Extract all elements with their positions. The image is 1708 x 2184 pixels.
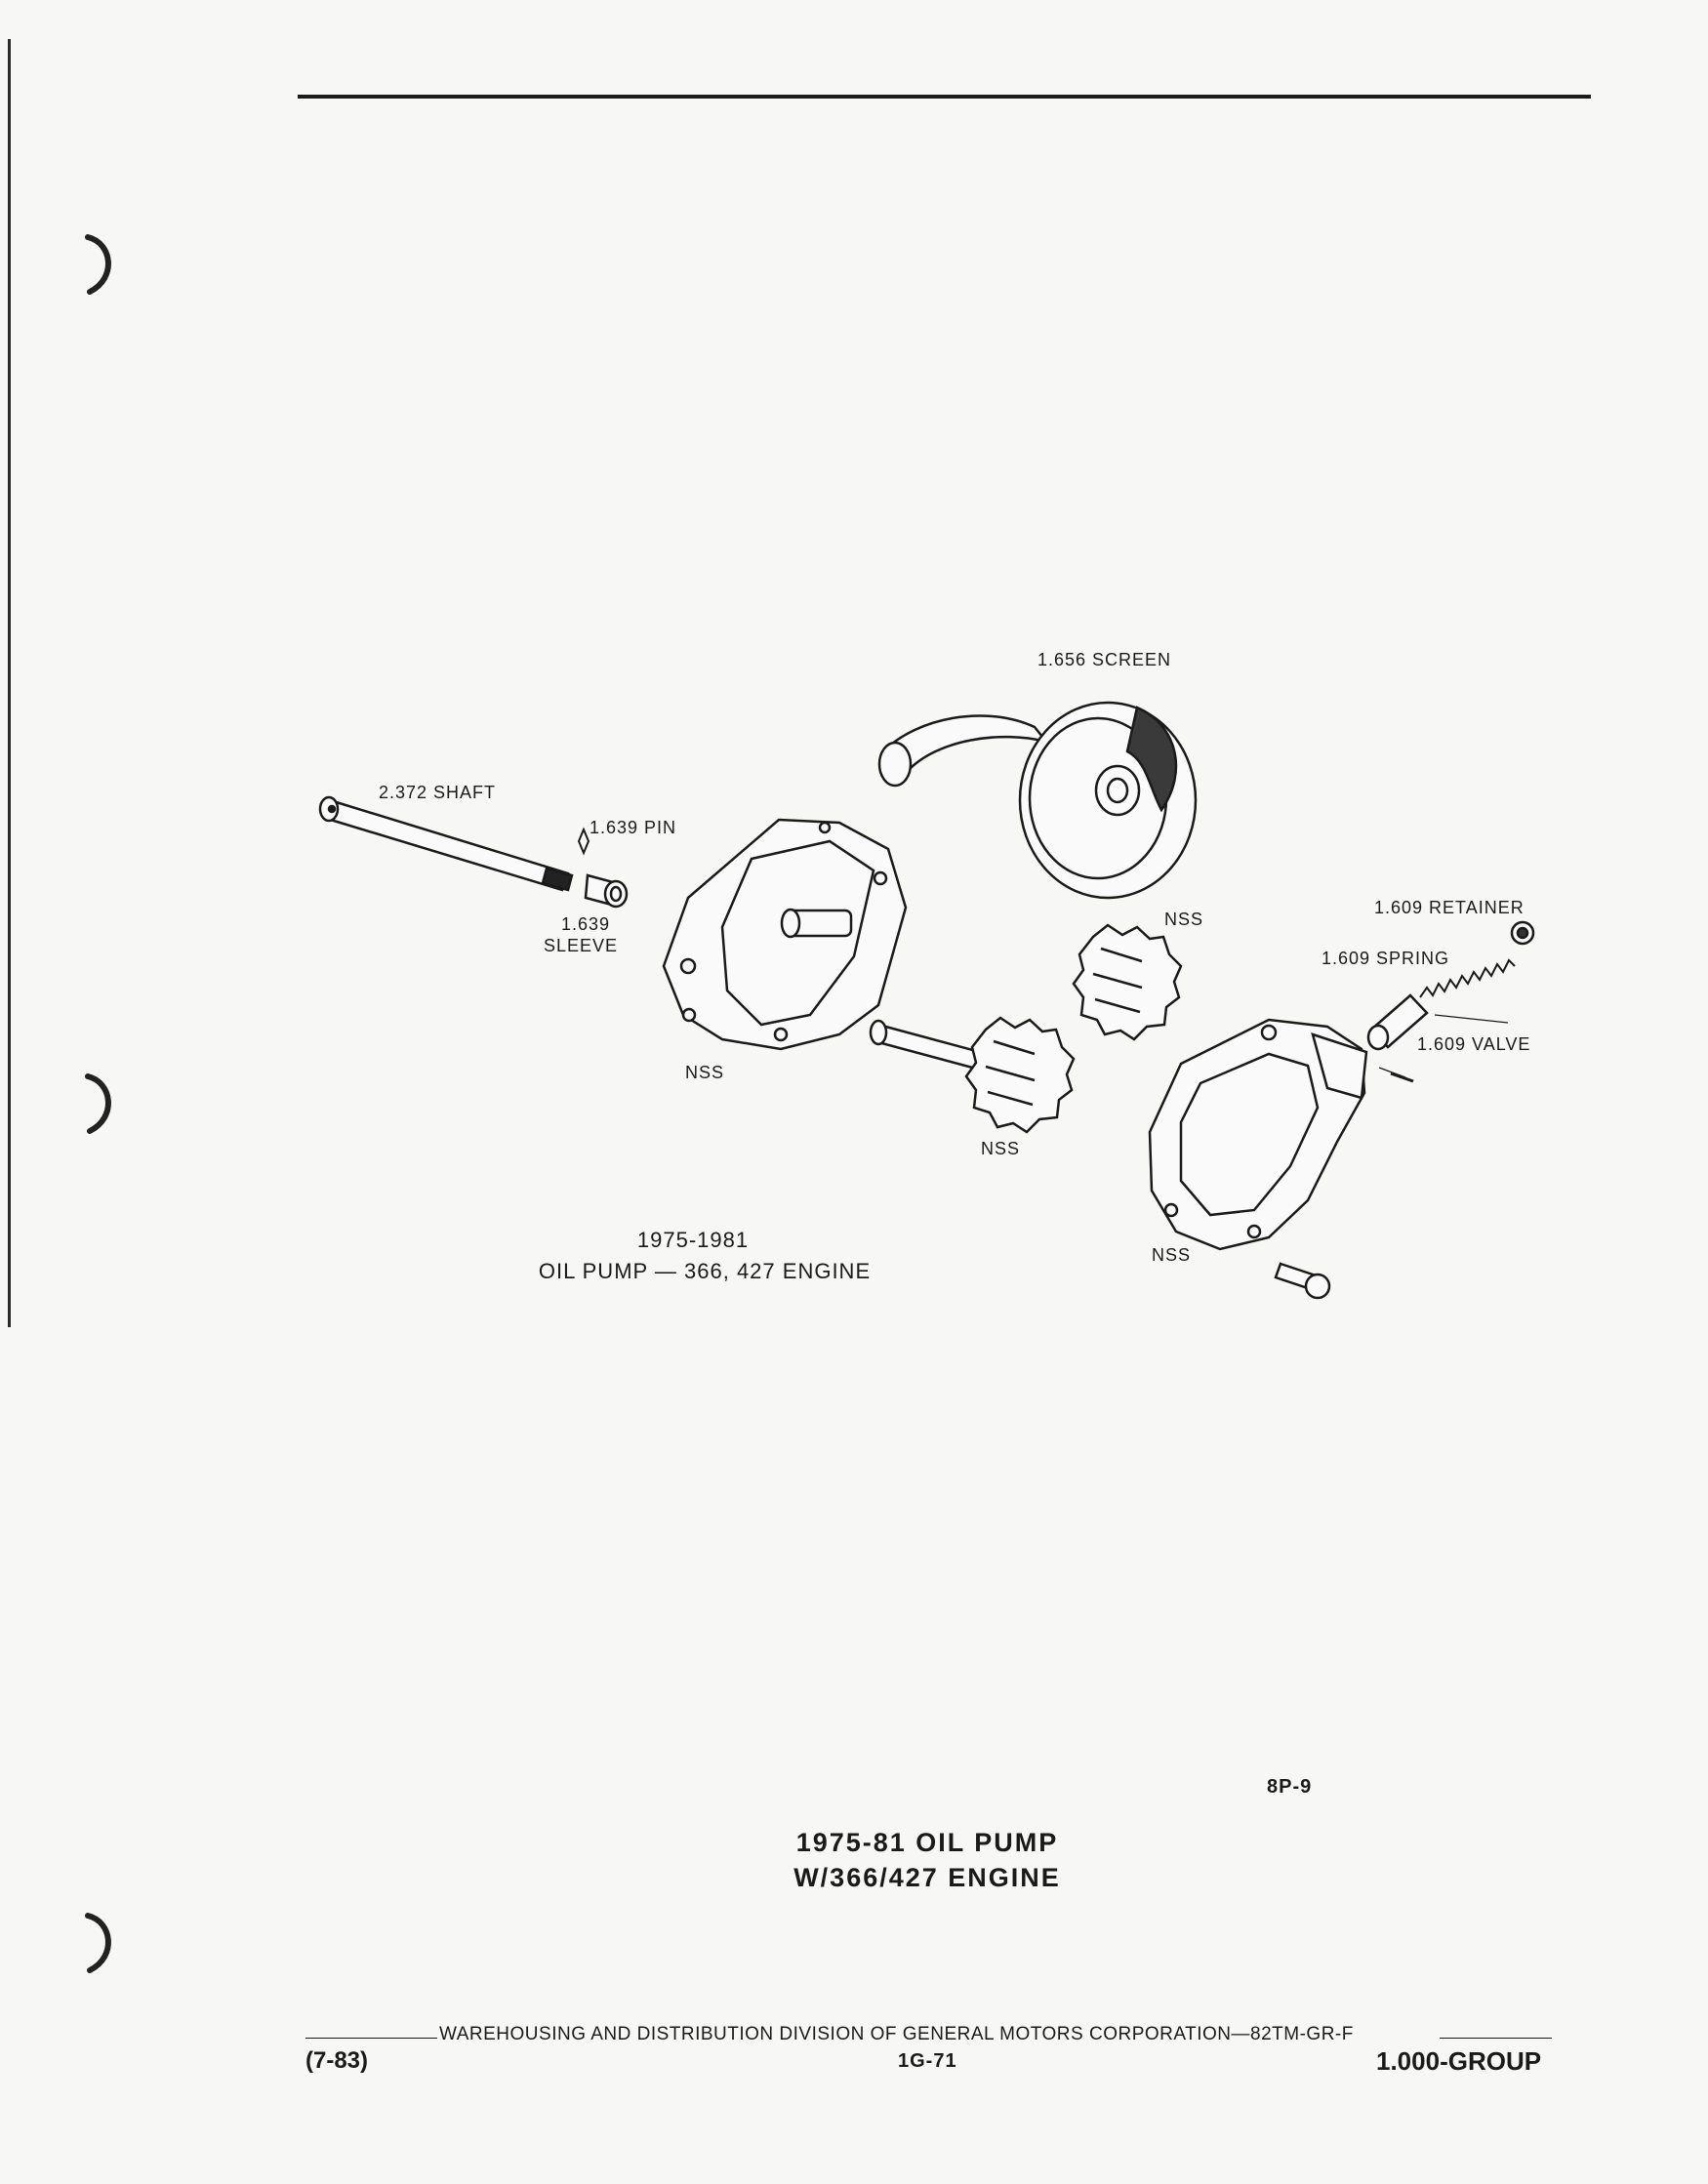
sleeve-callout-name: SLEEVE <box>544 936 619 955</box>
pump-body-part <box>664 820 906 1049</box>
page-title-line-2: W/366/427 ENGINE <box>793 1863 1061 1892</box>
footer-group: 1.000-GROUP <box>1376 2046 1542 2076</box>
page-title-line-1: 1975-81 OIL PUMP <box>795 1828 1059 1857</box>
valve-callout: 1.609 VALVE <box>1417 1034 1531 1054</box>
shaft-callout: 2.372 SHAFT <box>379 783 497 802</box>
cotter-pin-part <box>1391 1073 1413 1081</box>
screen-part <box>879 703 1196 898</box>
shaft-part <box>320 797 572 890</box>
diagram-caption-description: OIL PUMP — 366, 427 ENGINE <box>538 1259 872 1283</box>
page-code: 8P-9 <box>1267 1776 1313 1798</box>
retainer-part <box>1512 922 1533 944</box>
bolt-part <box>1276 1264 1329 1298</box>
cover-nss-label: NSS <box>1152 1245 1192 1265</box>
footer-rule-right <box>1440 2038 1552 2039</box>
screen-callout: 1.656 SCREEN <box>1037 650 1172 669</box>
spring-callout: 1.609 SPRING <box>1322 949 1450 968</box>
pump-body-nss-label: NSS <box>685 1063 725 1082</box>
pin-callout: 1.639 PIN <box>590 818 677 837</box>
pin-part <box>579 829 589 853</box>
drive-gear-part <box>871 1018 1074 1132</box>
footer-date: (7-83) <box>305 2047 369 2074</box>
footer-rule-left <box>305 2038 437 2039</box>
idler-gear-part <box>1074 925 1181 1039</box>
diagram-caption-years: 1975-1981 <box>636 1228 750 1252</box>
footer-page-number: 1G-71 <box>898 2050 957 2072</box>
sleeve-part <box>586 875 627 907</box>
cover-part <box>1150 1020 1366 1249</box>
footer-organization: WAREHOUSING AND DISTRIBUTION DIVISION OF GENERAL MOTORS CORPORATION—82TM-GR-F <box>439 2024 1354 2044</box>
idler-gear-nss-label: NSS <box>1164 910 1204 929</box>
sleeve-callout-number: 1.639 <box>561 914 611 934</box>
drive-gear-nss-label: NSS <box>981 1139 1021 1158</box>
page-title <box>683 1825 1171 1895</box>
retainer-callout: 1.609 RETAINER <box>1374 898 1525 917</box>
